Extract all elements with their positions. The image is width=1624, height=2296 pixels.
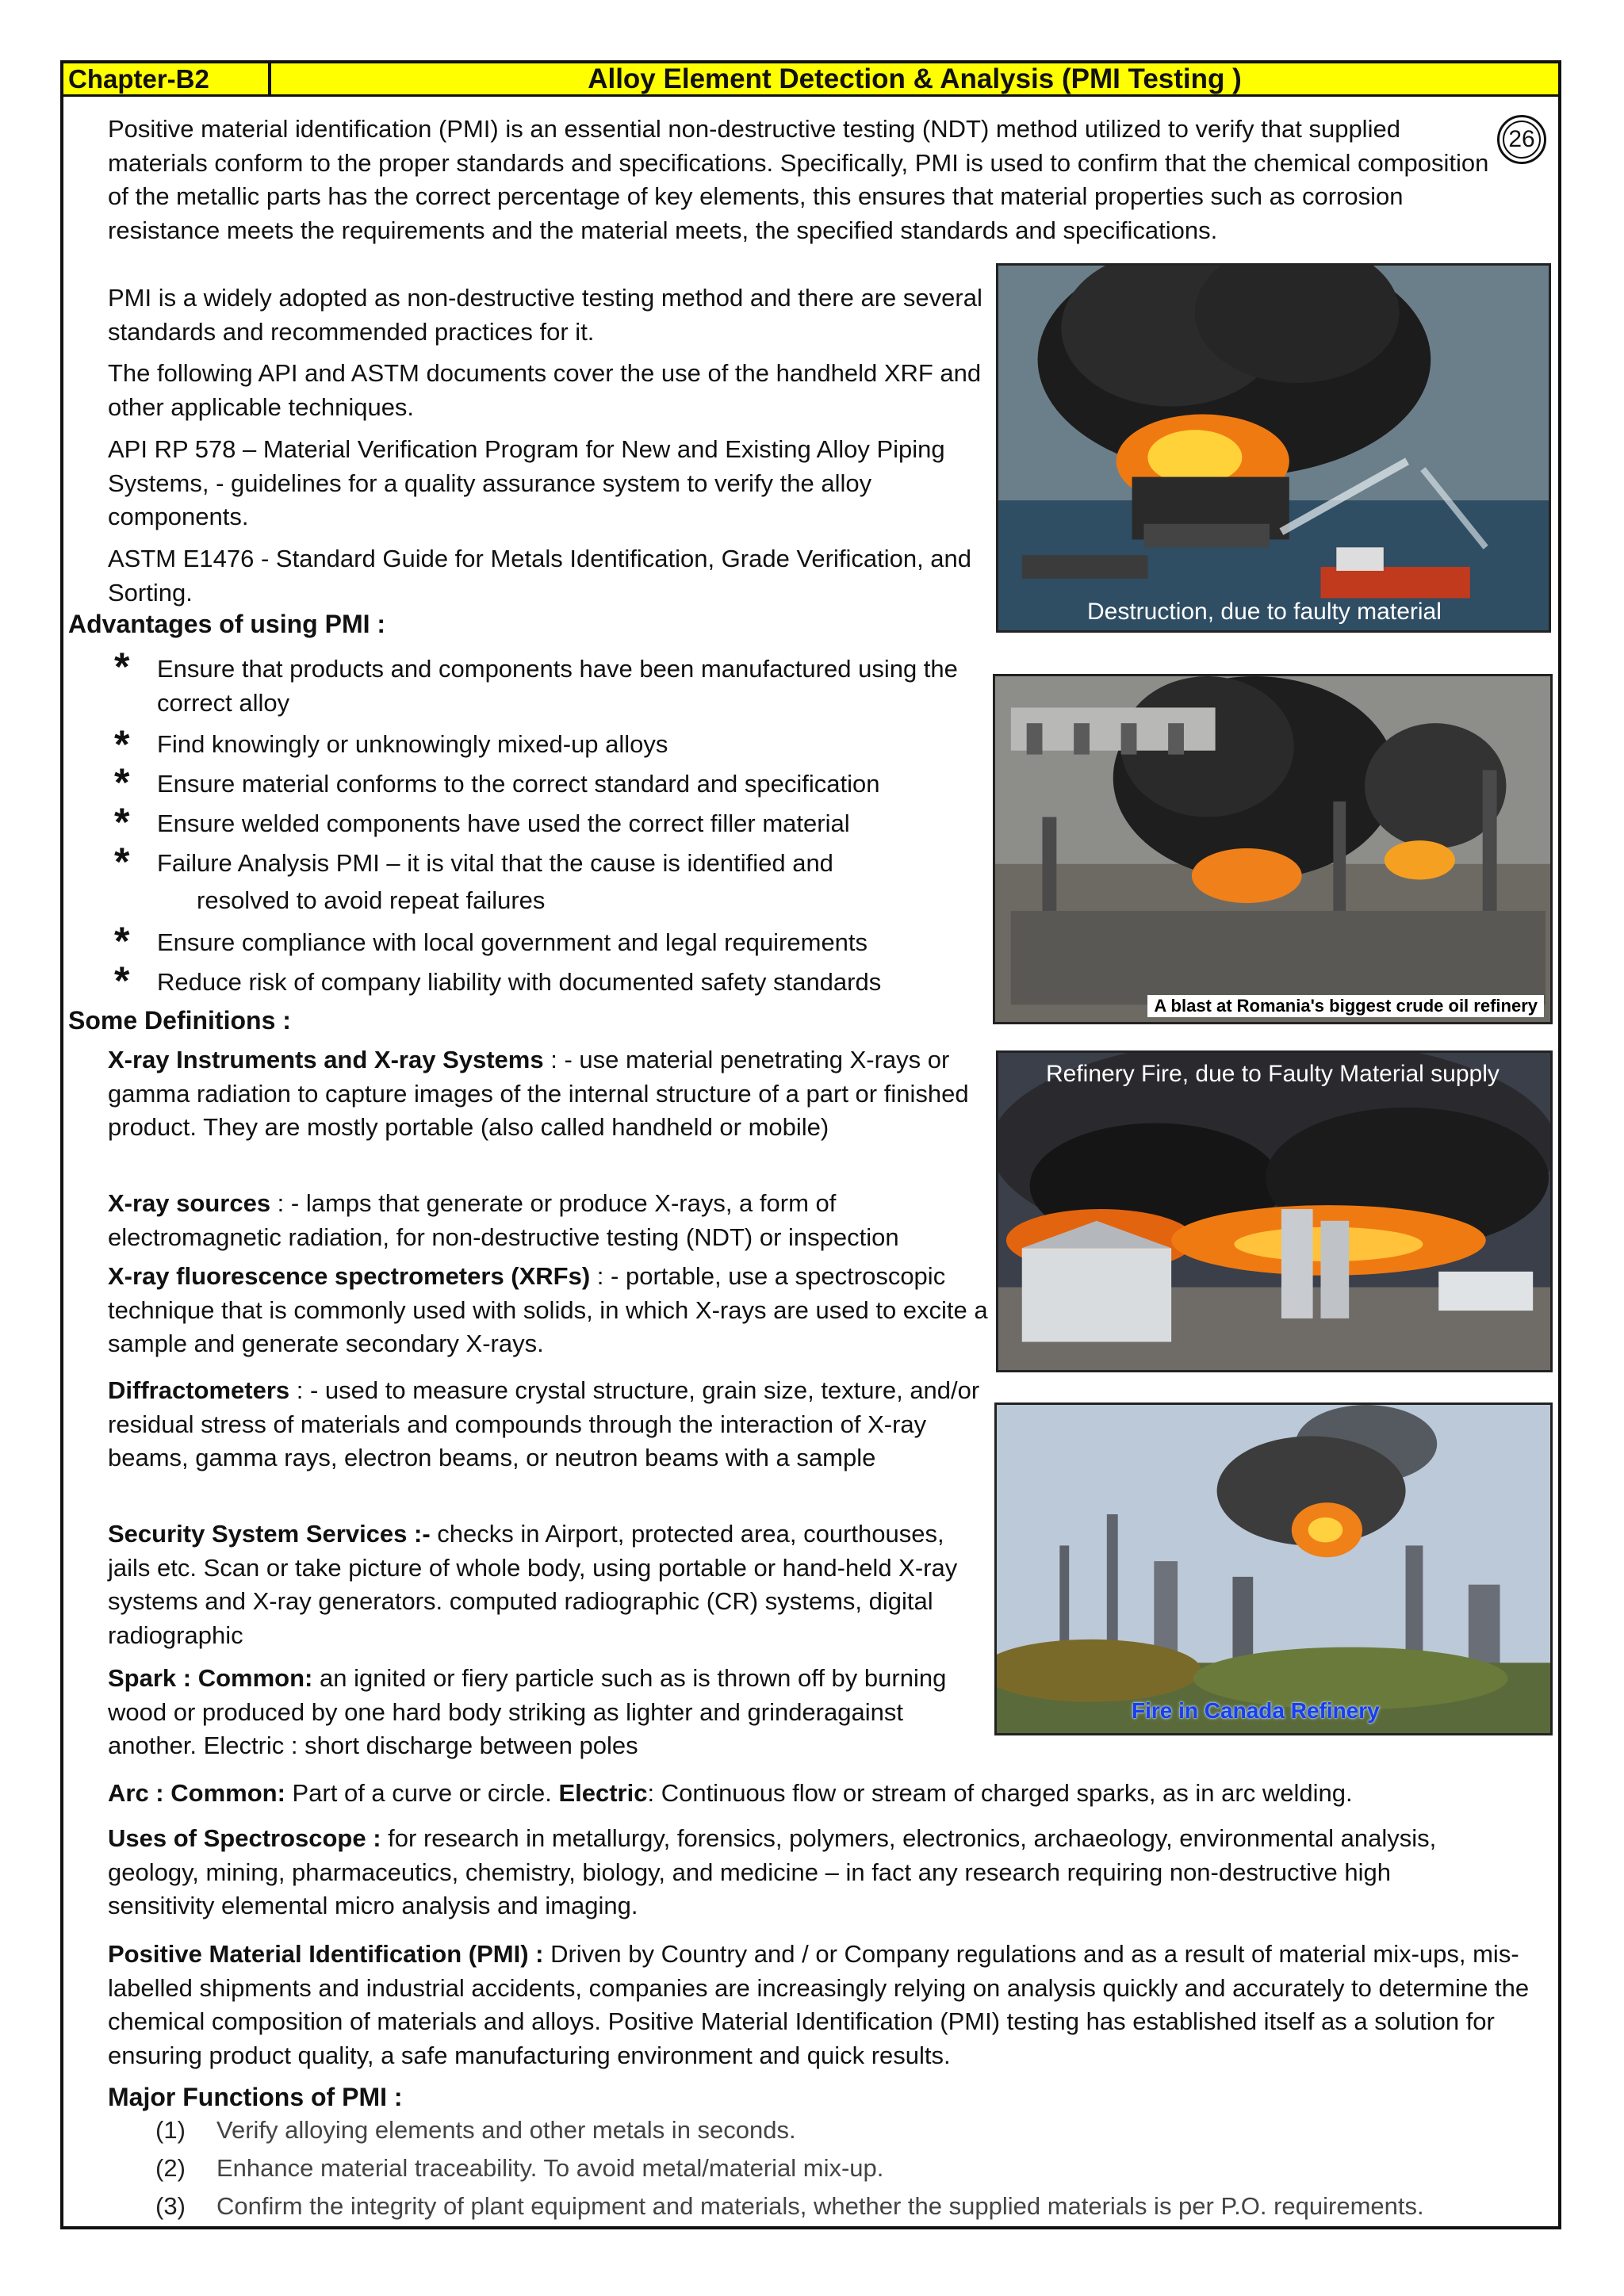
definition-text: an ignited or fiery particle such as is thrown off by burning wood or produced by one hard body striking as lighter and grinderagainst another. Electric : short discharge between poles (108, 1664, 947, 1759)
intro-paragraph-4: API RP 578 – Material Verification Program for New and Existing Alloy Piping Systems, - guidelines for a quality assurance system to verify the alloy components. (108, 435, 945, 530)
definition-spark (108, 1662, 988, 1763)
image-caption: A blast at Romania's biggest crude oil refinery (1147, 995, 1544, 1017)
advantage-item: Ensure welded components have used the correct filler material (157, 809, 850, 837)
chapter-header (63, 63, 1558, 97)
definition-text: for research in metallurgy, forensics, polymers, electronics, archaeology, environmental analysis, geology, mining, pharmaceutics, chemistry, biology, and medicine – in fact any research requiring non-destructive high sensitivity elemental micro analysis and imaging. (108, 1824, 1437, 1919)
function-number: (2) (155, 2154, 186, 2182)
definition-text: : Continuous flow or stream of charged sparks, as in arc welding. (647, 1779, 1353, 1807)
advantage-item: Find knowingly or unknowingly mixed-up alloys (157, 730, 668, 758)
bullet-icon: * (114, 760, 130, 805)
refinery-blast-photo (993, 674, 1553, 1024)
function-number: (1) (155, 2116, 186, 2144)
definition-xray-instruments (108, 1043, 988, 1145)
definition-arc (108, 1777, 1551, 1811)
definition-text: Driven by Country and / or Company regulations and as a result of material mix-ups, mis-labelled shipments and industrial accidents, companies are increasingly relying on analysis quickly and accurately to determine the chemical composition of materials and alloys. Positive Material Identification (PMI) testing has established itself as a solution for ensuring product quality, a safe manufacturing environment and quick results. (108, 1940, 1530, 2069)
image-caption: Destruction, due to faulty material (1087, 599, 1442, 625)
functions-heading: Major Functions of PMI : (108, 2083, 403, 2111)
intro-paragraph-5: ASTM E1476 - Standard Guide for Metals Identification, Grade Verification, and Sorting. (108, 545, 972, 607)
advantage-item: Ensure that products and components have been manufactured using the correct alloy (157, 655, 958, 717)
bullet-icon: * (114, 800, 130, 844)
definition-text: : - use material penetrating X-rays or gamma radiation to capture images of the internal structure of a part or finished product. They are mostly portable (also called handheld or mobile) (108, 1046, 969, 1141)
term: X-ray sources (108, 1189, 271, 1217)
definition-pmi (108, 1938, 1554, 2072)
page-title: Alloy Element Detection & Analysis (PMI Testing ) (588, 63, 1242, 94)
function-item: Confirm the integrity of plant equipment and materials, whether the supplied materials is per P.O. requirements. (216, 2192, 1424, 2220)
function-item: Enhance material traceability. To avoid metal/material mix-up. (216, 2154, 884, 2182)
function-number: (3) (155, 2192, 186, 2220)
term: Security System Services :- (108, 1520, 431, 1548)
page-number: 26 (1497, 115, 1546, 164)
term: Arc : Common: (108, 1779, 285, 1807)
bullet-icon: * (114, 645, 130, 689)
rig-fire-photo (996, 263, 1551, 633)
advantage-item: Failure Analysis PMI – it is vital that the cause is identified and (157, 849, 833, 877)
definition-xrf (108, 1260, 988, 1361)
term: Uses of Spectroscope : (108, 1824, 381, 1852)
definition-text: checks in Airport, protected area, courthouses, jails etc. Scan or take picture of whole body, using portable or hand-held X-ray systems and X-ray generators. computed radiographic (CR) systems, digital radiographic (108, 1520, 958, 1649)
advantage-item: Ensure material conforms to the correct standard and specification (157, 770, 880, 798)
image-caption: Refinery Fire, due to Faulty Material supply (1046, 1061, 1500, 1087)
bullet-icon: * (114, 919, 130, 963)
term: X-ray fluorescence spectrometers (XRFs) (108, 1262, 591, 1290)
refinery-fire-image (998, 1053, 1550, 1370)
advantage-item: Ensure compliance with local government and legal requirements (157, 928, 868, 956)
term: Electric (558, 1779, 648, 1807)
term: Positive Material Identification (PMI) : (108, 1940, 544, 1968)
intro-paragraph-3: The following API and ASTM documents cover the use of the handheld XRF and other applicable techniques. (108, 359, 982, 421)
definition-xray-sources (108, 1187, 988, 1254)
advantage-item: Reduce risk of company liability with documented safety standards (157, 968, 882, 996)
definitions-heading: Some Definitions : (68, 1006, 291, 1035)
bullet-icon: * (114, 722, 130, 767)
definition-security-systems (108, 1517, 988, 1652)
bullet-icon: * (114, 840, 130, 884)
intro-paragraph-1: Positive material identification (PMI) is an essential non-destructive testing (NDT) method utilized to verify that supplied materials conform to the proper standards and specifications. Specifically, PMI is used to confirm that the chemical composition of the metallic parts has the correct percentage of key elements, this ensures that material properties such as corrosion resistance meets the requirements and the material meets, the specified standards and specifications. (108, 115, 1489, 244)
definition-text: : - portable, use a spectroscopic technique that is commonly used with solids, in which X-rays are used to excite a sample and generate secondary X-rays. (108, 1262, 988, 1357)
canada-refinery-photo (994, 1402, 1553, 1735)
advantage-item-continued: resolved to avoid repeat failures (197, 886, 546, 914)
definition-diffractometers (108, 1374, 988, 1475)
term: X-ray Instruments and X-ray Systems (108, 1046, 544, 1073)
intro-paragraph-2: PMI is a widely adopted as non-destructive testing method and there are several standards and recommended practices for it. (108, 284, 982, 346)
definition-text: Part of a curve or circle. (285, 1779, 559, 1807)
term: Diffractometers (108, 1376, 290, 1404)
advantages-heading: Advantages of using PMI : (68, 610, 386, 638)
definition-text: : - lamps that generate or produce X-rays, a form of electromagnetic radiation, for non-destructive testing (NDT) or inspection (108, 1189, 899, 1251)
refinery-blast-image (995, 676, 1550, 1022)
rig-fire-image (998, 266, 1549, 630)
function-item: Verify alloying elements and other metals in seconds. (216, 2116, 796, 2144)
term: Spark : Common: (108, 1664, 313, 1692)
canada-refinery-image (997, 1405, 1550, 1733)
definition-text: : - used to measure crystal structure, grain size, texture, and/or residual stress of materials and compounds through the interaction of X-ray beams, gamma rays, electron beams, or neutron beams with a sample (108, 1376, 980, 1471)
image-caption: Fire in Canada Refinery (1132, 1698, 1380, 1723)
bullet-icon: * (114, 959, 130, 1003)
chapter-label: Chapter-B2 (63, 63, 271, 94)
definition-spectroscope (108, 1822, 1503, 1923)
refinery-fire-photo (996, 1050, 1553, 1372)
